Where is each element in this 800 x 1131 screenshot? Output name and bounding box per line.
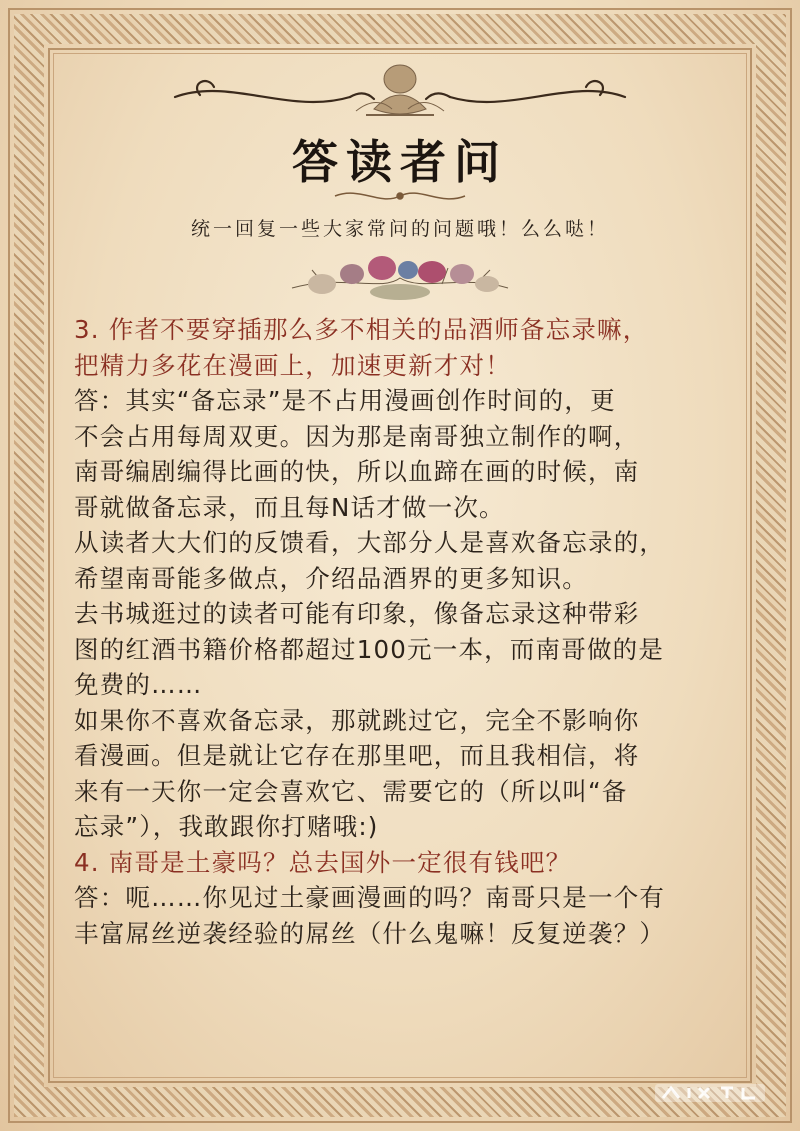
watermark-logo-icon bbox=[655, 1082, 765, 1104]
qa-content bbox=[74, 312, 734, 951]
page-title: 答读者问 bbox=[292, 135, 508, 189]
answer-3-paragraph-2: 从读者大大们的反馈看，大部分人是喜欢备忘录的， 希望南哥能多做点，介绍品酒界的更多知识。 bbox=[74, 528, 666, 593]
page-subtitle: 统一回复一些大家常问的问题哦！么么哒！ bbox=[190, 218, 609, 240]
answer-3-paragraph-4: 如果你不喜欢备忘录，那就跳过它，完全不影响你 看漫画。但是就让它存在那里吧，而且我相信，将 来有一天你一定会喜欢它、需要它的（所以叫“备 忘录”），我敢跟你打赌哦:) bbox=[74, 705, 640, 841]
divider-ornament-icon bbox=[330, 186, 470, 206]
question-4: 4. 南哥是土豪吗？总去国外一定很有钱吧？ bbox=[74, 847, 572, 877]
answer-3-paragraph-3: 去书城逛过的读者可能有印象，像备忘录这种带彩 图的红酒书籍价格都超过100元一本，而南哥做的是 免费的…… bbox=[74, 599, 665, 699]
scroll-ornament-icon bbox=[170, 55, 630, 135]
answer-4-paragraph-1: 答：呃……你见过土豪画漫画的吗？南哥只是一个有 丰富屌丝逆袭经验的屌丝（什么鬼嘛！反复逆袭？） bbox=[74, 883, 666, 948]
flower-bouquet-icon bbox=[282, 244, 518, 308]
question-3: 3. 作者不要穿插那么多不相关的品酒师备忘录嘛， 把精力多花在漫画上，加速更新才对！ bbox=[74, 315, 649, 380]
answer-3-paragraph-1: 答：其实“备忘录”是不占用漫画创作时间的，更 不会占用每周双更。因为那是南哥独立制作的啊， 南哥编剧编得比画的快，所以血蹄在画的时候，南 哥就做备忘录，而且每N话才做一次。 bbox=[74, 386, 640, 522]
